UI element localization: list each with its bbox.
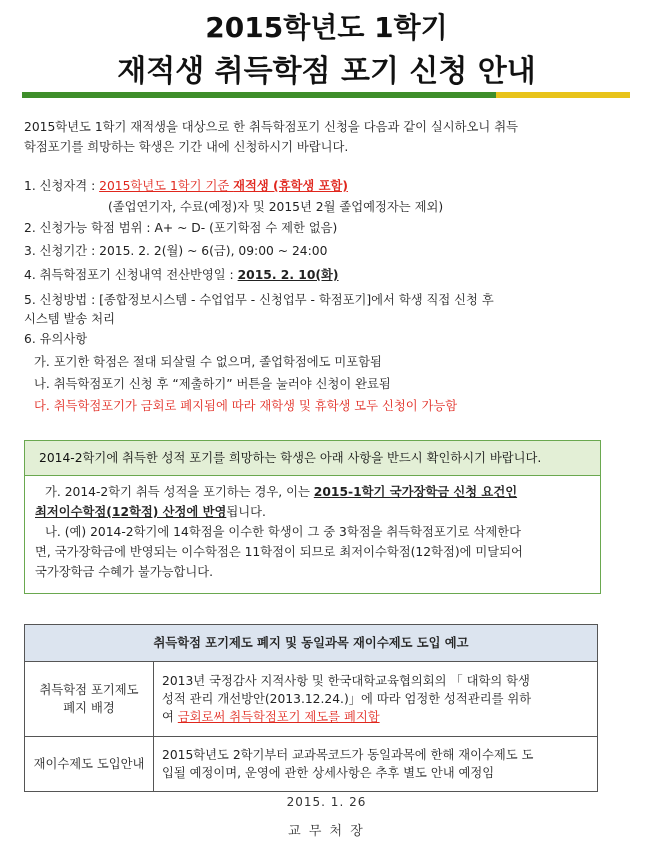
item-1: [24, 177, 348, 195]
item-2: 2. 신청가능 학점 범위 : A+ ~ D- (포기학점 수 제한 없음): [24, 221, 338, 235]
item-4-value: 2015. 2. 10(화): [237, 268, 339, 282]
row-1-text-1: 2013년 국정감사 지적사항 및 한국대학교육협의회의 「 대학의 학생: [162, 674, 530, 688]
row-2-content: [154, 737, 598, 792]
notice-b-line-3: 국가장학금 수혜가 불가능합니다.: [35, 565, 214, 579]
notice-box-header: 2014-2학기에 취득한 성적 포기를 희망하는 학생은 아래 사항을 반드시 확인하시기 바랍니다.: [25, 441, 600, 476]
notice-a-line-2: [35, 502, 590, 522]
notice-a-pre: 가. 2014-2학기 취득 성적을 포기하는 경우, 이는: [45, 485, 314, 499]
item-6-b: 나. 취득학점포기 신청 후 “제출하기” 버튼을 눌러야 신청이 완료됨: [34, 377, 391, 391]
item-3: 3. 신청기간 : 2015. 2. 2(월) ~ 6(금), 09:00 ~ 24:00: [24, 244, 328, 258]
item-1-value: 2015학년도 1학기 기준: [99, 179, 234, 193]
intro-line-1: 2015학년도 1학기 재적생을 대상으로 한 취득학점포기 신청을 다음과 같이 실시하오니 취득: [24, 120, 518, 134]
divider-yellow-segment: [496, 92, 630, 98]
footer-signer: 교 무 처 장: [288, 824, 365, 839]
notice-a-line-1: [35, 482, 590, 502]
item-6-c: 다. 취득학점포기가 금회로 폐지됨에 따라 재학생 및 휴학생 모두 신청이 가능함: [34, 399, 458, 413]
table-row: [25, 737, 598, 792]
item-4-label: 4. 취득학점포기 신청내역 전산반영일 :: [24, 268, 238, 282]
row-1-content: [154, 662, 598, 737]
item-1-note: (졸업연기자, 수료(예정)자 및 2015년 2월 졸업예정자는 제외): [108, 200, 444, 214]
row-1-text-3-pre: 여: [162, 710, 178, 724]
item-6: 6. 유의사항: [24, 332, 88, 346]
title-divider: [22, 92, 630, 98]
page-title: 2015학년도 1학기: [205, 11, 448, 44]
item-5-line-1: 5. 신청방법 : [종합정보시스템 - 수업업무 - 신청업무 - 학점포기]에서 학생 직접 신청 후: [24, 293, 494, 307]
item-4: [24, 266, 339, 284]
policy-table: [24, 624, 598, 792]
row-2-label: 재이수제도 도입안내: [25, 737, 154, 792]
item-1-value-bold: 재적생 (휴학생 포함): [233, 179, 348, 193]
notice-box: [24, 440, 601, 594]
notice-a-bold-1: 2015-1학기 국가장학금 신청 요건인: [313, 485, 518, 499]
notice-b-line-2: 면, 국가장학금에 반영되는 이수학점은 11학점이 되므로 최저이수학점(12학점)에 미달되어: [35, 545, 523, 559]
table-row: [25, 662, 598, 737]
policy-table-header: 취득학점 포기제도 폐지 및 동일과목 재이수제도 도입 예고: [25, 625, 598, 662]
notice-b-line-1: 나. (예) 2014-2학기에 14학점을 이수한 학생이 그 중 3학점을 취득학점포기로 삭제한다: [45, 525, 521, 539]
item-5-line-2: 시스템 발송 처리: [24, 312, 115, 326]
footer-date: 2015. 1. 26: [286, 795, 367, 809]
item-6-a: 가. 포기한 학점은 절대 되살릴 수 없으며, 졸업학점에도 미포함됨: [34, 355, 382, 369]
row-1-label: 취득학점 포기제도 폐지 배경: [25, 662, 154, 737]
row-2-text-2: 입될 예정이며, 운영에 관한 상세사항은 추후 별도 안내 예정임: [162, 766, 495, 780]
row-1-text-2: 성적 관리 개선방안(2013.12.24.)」에 따라 엄정한 성적관리를 위하: [162, 692, 532, 706]
item-1-label: 1. 신청자격 :: [24, 179, 100, 193]
row-1-text-3-red: 금회로써 취득학점포기 제도를 폐지함: [177, 710, 380, 724]
notice-box-body: [25, 476, 600, 582]
divider-green-segment: [22, 92, 496, 98]
page-subtitle: 재적생 취득학점 포기 신청 안내: [117, 54, 536, 89]
intro-line-2: 학점포기를 희망하는 학생은 기간 내에 신청하시기 바랍니다.: [24, 140, 349, 154]
notice-a-bold-2: 최저이수학점(12학점) 산정에 반영: [35, 505, 227, 519]
row-2-text-1: 2015학년도 2학기부터 교과목코드가 동일과목에 한해 재이수제도 도: [162, 748, 534, 762]
row-1-text-3: [162, 708, 589, 726]
notice-a-post: 됩니다.: [226, 505, 266, 519]
